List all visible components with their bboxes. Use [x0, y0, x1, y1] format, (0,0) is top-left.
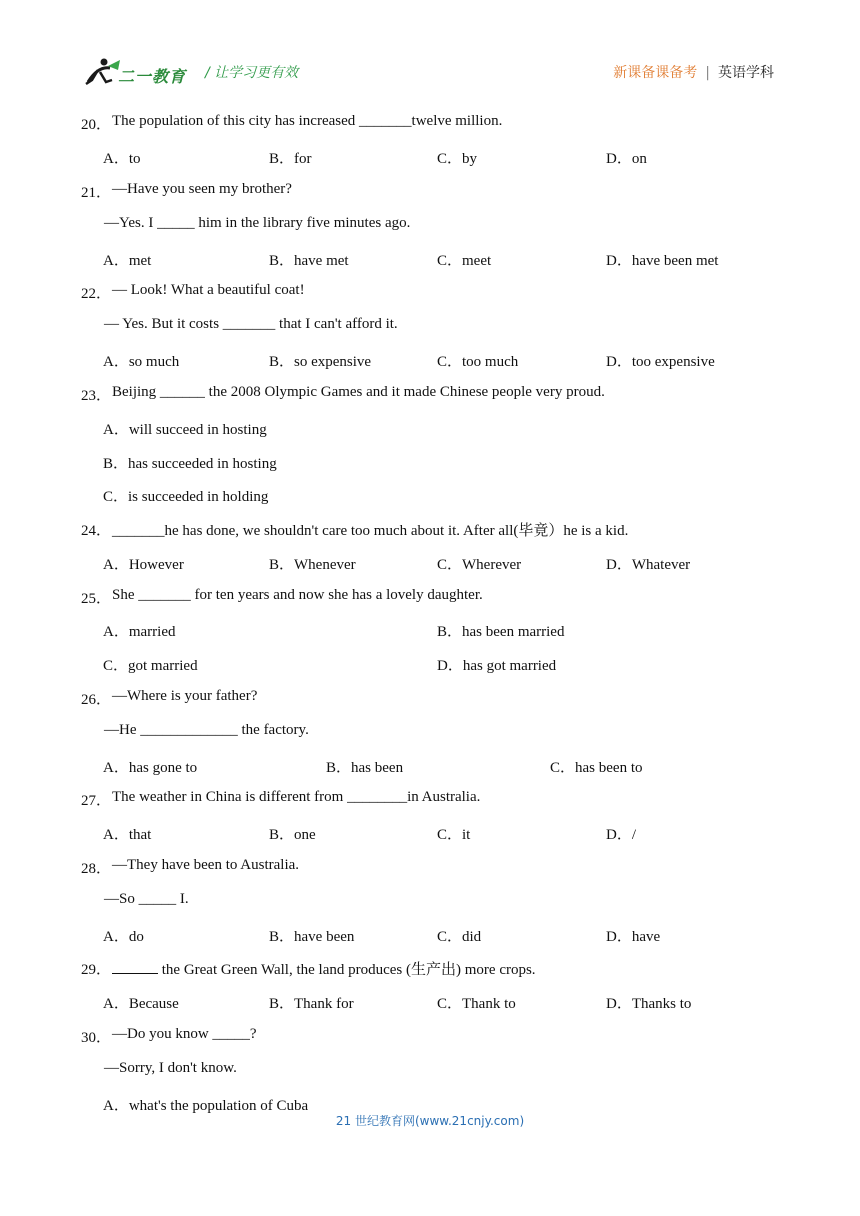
option-d[interactable]: D．/ [606, 827, 637, 843]
option-a[interactable]: A．so much [103, 354, 180, 370]
option-c[interactable]: C．too much [437, 354, 519, 370]
option-a[interactable]: A．that [103, 827, 152, 843]
option-c[interactable]: C．did [437, 929, 482, 945]
question-stem: —Do you know _____? [112, 1026, 257, 1042]
option-d[interactable]: D．Whatever [606, 557, 691, 573]
slogan: / 让学习更有效 [205, 65, 299, 81]
question-number: 26． [81, 692, 112, 708]
option-b[interactable]: B．so expensive [269, 354, 372, 370]
option-a[interactable]: A．married [103, 624, 176, 640]
option-d[interactable]: D．on [606, 151, 647, 167]
option-b[interactable]: B．for [269, 151, 312, 167]
question-number: 23． [81, 388, 112, 404]
dialogue-text: —Yes. I _____ him in the library five minutes ago. [104, 215, 411, 231]
option-b[interactable]: B．Thank for [269, 996, 354, 1012]
question-number: 30． [81, 1030, 112, 1046]
stem-part: The population of this city has increased [112, 113, 360, 129]
question-number: 22． [81, 286, 112, 302]
question-stem: She _______ for ten years and now she has a lovely daughter. [112, 587, 483, 603]
option-a[interactable]: A．has gone to [103, 760, 198, 776]
question-stem [112, 113, 502, 130]
answer-blank [112, 959, 158, 974]
option-b[interactable]: B．have met [269, 253, 349, 269]
question-stem: Beijing ______ the 2008 Olympic Games and it made Chinese people very proud. [112, 384, 605, 400]
option-a[interactable]: A．met [103, 253, 152, 269]
option-c[interactable]: C．meet [437, 253, 492, 269]
question-number: 21． [81, 185, 112, 201]
question-stem: The weather in China is different from ________in Australia. [112, 789, 481, 805]
option-a[interactable]: A．However [103, 557, 184, 573]
option-d[interactable]: D．have been met [606, 253, 719, 269]
question-number: 20． [81, 117, 112, 133]
option-c[interactable]: C．got married [103, 658, 198, 674]
option-c[interactable]: C．Wherever [437, 557, 522, 573]
option-b[interactable]: B．have been [269, 929, 355, 945]
option-b[interactable]: B．has been married [437, 624, 565, 640]
option-a[interactable]: A．what's the population of Cuba [103, 1098, 309, 1114]
option-c[interactable]: C．is succeeded in holding [103, 489, 269, 505]
header-separator: | [705, 65, 710, 81]
question-stem: —Have you seen my brother? [112, 181, 292, 197]
question-number: 29． [81, 962, 112, 978]
dialogue-text: —So _____ I. [104, 891, 189, 907]
stem-part: twelve million. [411, 113, 503, 129]
question-number: 28． [81, 861, 112, 877]
option-a[interactable]: A．to [103, 151, 141, 167]
question-number: 24． [81, 523, 112, 539]
option-a[interactable]: A．do [103, 929, 144, 945]
option-c[interactable]: C．has been to [550, 760, 643, 776]
dialogue-text: —Sorry, I don't know. [104, 1060, 237, 1076]
question-number: 25． [81, 591, 112, 607]
option-d[interactable]: D．has got married [437, 658, 557, 674]
header-subject [613, 62, 774, 82]
logo-text: 二一教育 [118, 67, 187, 86]
option-b[interactable]: B．has been [326, 760, 404, 776]
dialogue-text: — Yes. But it costs _______ that I can't afford it. [104, 316, 398, 332]
question-stem: _______he has done, we shouldn't care too much about it. After all(毕竟）he is a kid. [112, 523, 629, 539]
question-stem: —They have been to Australia. [112, 857, 300, 873]
option-b[interactable]: B．one [269, 827, 316, 843]
header-subject-label: 英语学科 [718, 65, 774, 81]
question-stem: — Look! What a beautiful coat! [112, 282, 305, 298]
answer-blank: _______ [359, 113, 412, 129]
option-d[interactable]: D．Thanks to [606, 996, 692, 1012]
stem-part: the Great Green Wall, the land produces (生产出) more crops. [158, 962, 536, 978]
option-a[interactable]: A．will succeed in hosting [103, 422, 267, 438]
option-c[interactable]: C．Thank to [437, 996, 516, 1012]
option-b[interactable]: B．Whenever [269, 557, 356, 573]
page-header [0, 0, 860, 100]
option-c[interactable]: C．it [437, 827, 471, 843]
option-c[interactable]: C．by [437, 151, 478, 167]
header-course-label: 新课备课备考 [613, 65, 698, 81]
question-number: 27． [81, 793, 112, 809]
option-d[interactable]: D．have [606, 929, 661, 945]
question-stem: —Where is your father? [112, 688, 258, 704]
option-b[interactable]: B．has succeeded in hosting [103, 456, 277, 472]
page-footer: 21 世纪教育网(www.21cnjy.com) [335, 1114, 525, 1128]
option-d[interactable]: D．too expensive [606, 354, 715, 370]
question-stem [112, 958, 536, 979]
dialogue-text: —He _____________ the factory. [104, 722, 309, 738]
option-a[interactable]: A．Because [103, 996, 179, 1012]
